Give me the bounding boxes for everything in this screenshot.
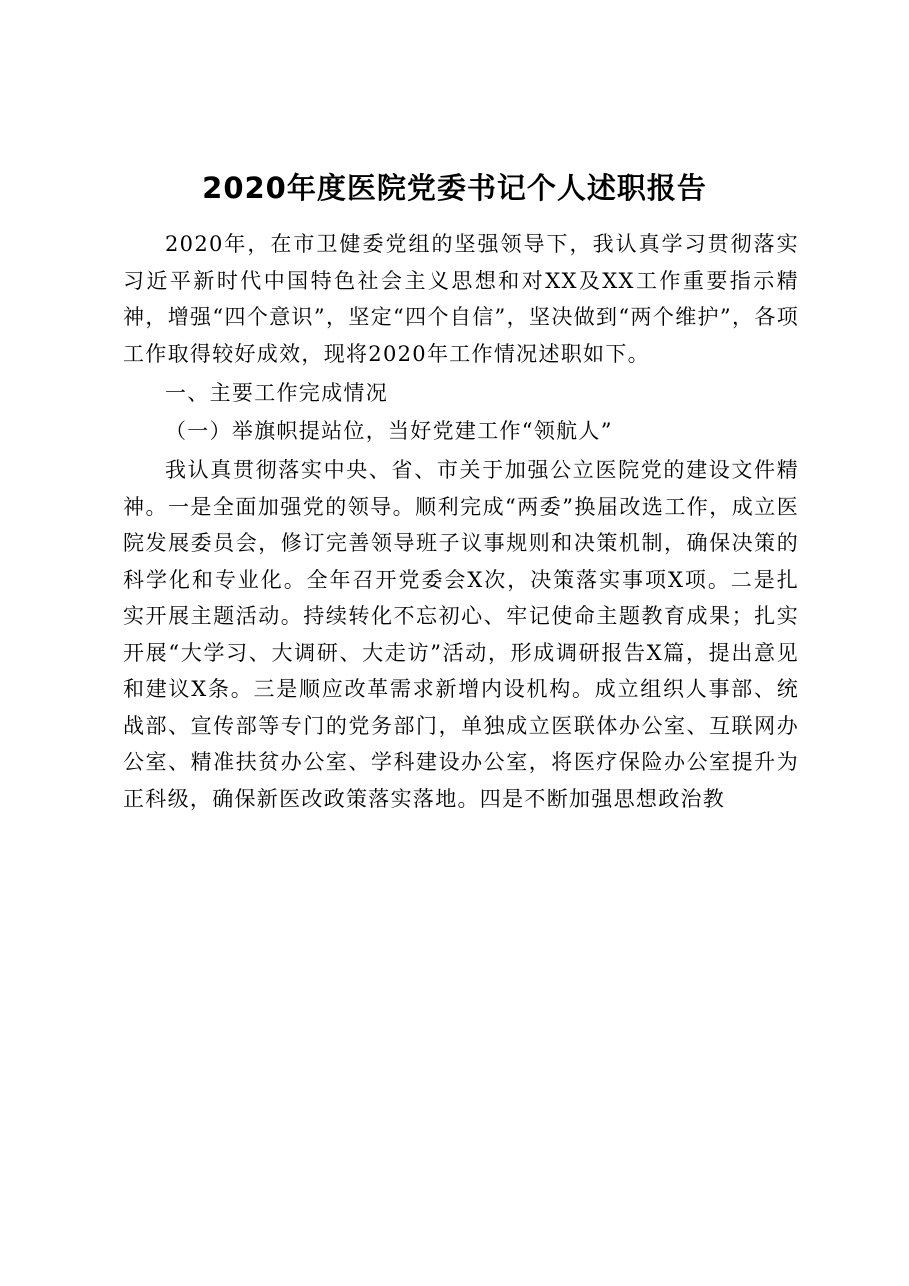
document-title: 2020年度医院党委书记个人述职报告 — [202, 171, 707, 205]
section-heading-main-work: 一、主要工作完成情况 — [165, 381, 388, 405]
intro-paragraph: 2020年，在市卫健委党组的坚强领导下，我认真学习贯彻落实习近平新时代中国特色社会主义思想和对XX及XX工作重要指示精神，增强“四个意识”，坚定“四个自信”，坚决做到“两个维护”，各项工作取得较好成效，现将2020年工作情况述职如下。 — [123, 232, 799, 366]
document-body — [123, 226, 799, 817]
body-paragraph-party-building: 我认真贯彻落实中央、省、市关于加强公立医院党的建设文件精神。一是全面加强党的领导。顺利完成“两委”换届改选工作，成立医院发展委员会，修订完善领导班子议事规则和决策机制，确保决策的科学化和专业化。全年召开党委会X次，决策落实事项X项。二是扎实开展主题活动。持续转化不忘初心、牢记使命主题教育成果；扎实开展“大学习、大调研、大走访”活动，形成调研报告X篇，提出意见和建议X条。三是顺应改革需求新增内设机构。成立组织人事部、统战部、宣传部等专门的党务部门，单独成立医联体办公室、互联网办公室、精准扶贫办公室、学科建设办公室，将医疗保险办公室提升为正科级，确保新医改政策落实落地。四是不断加强思想政治教 — [123, 458, 799, 811]
subsection-heading-party-building: （一）举旗帜提站位，当好党建工作“领航人” — [165, 418, 613, 443]
